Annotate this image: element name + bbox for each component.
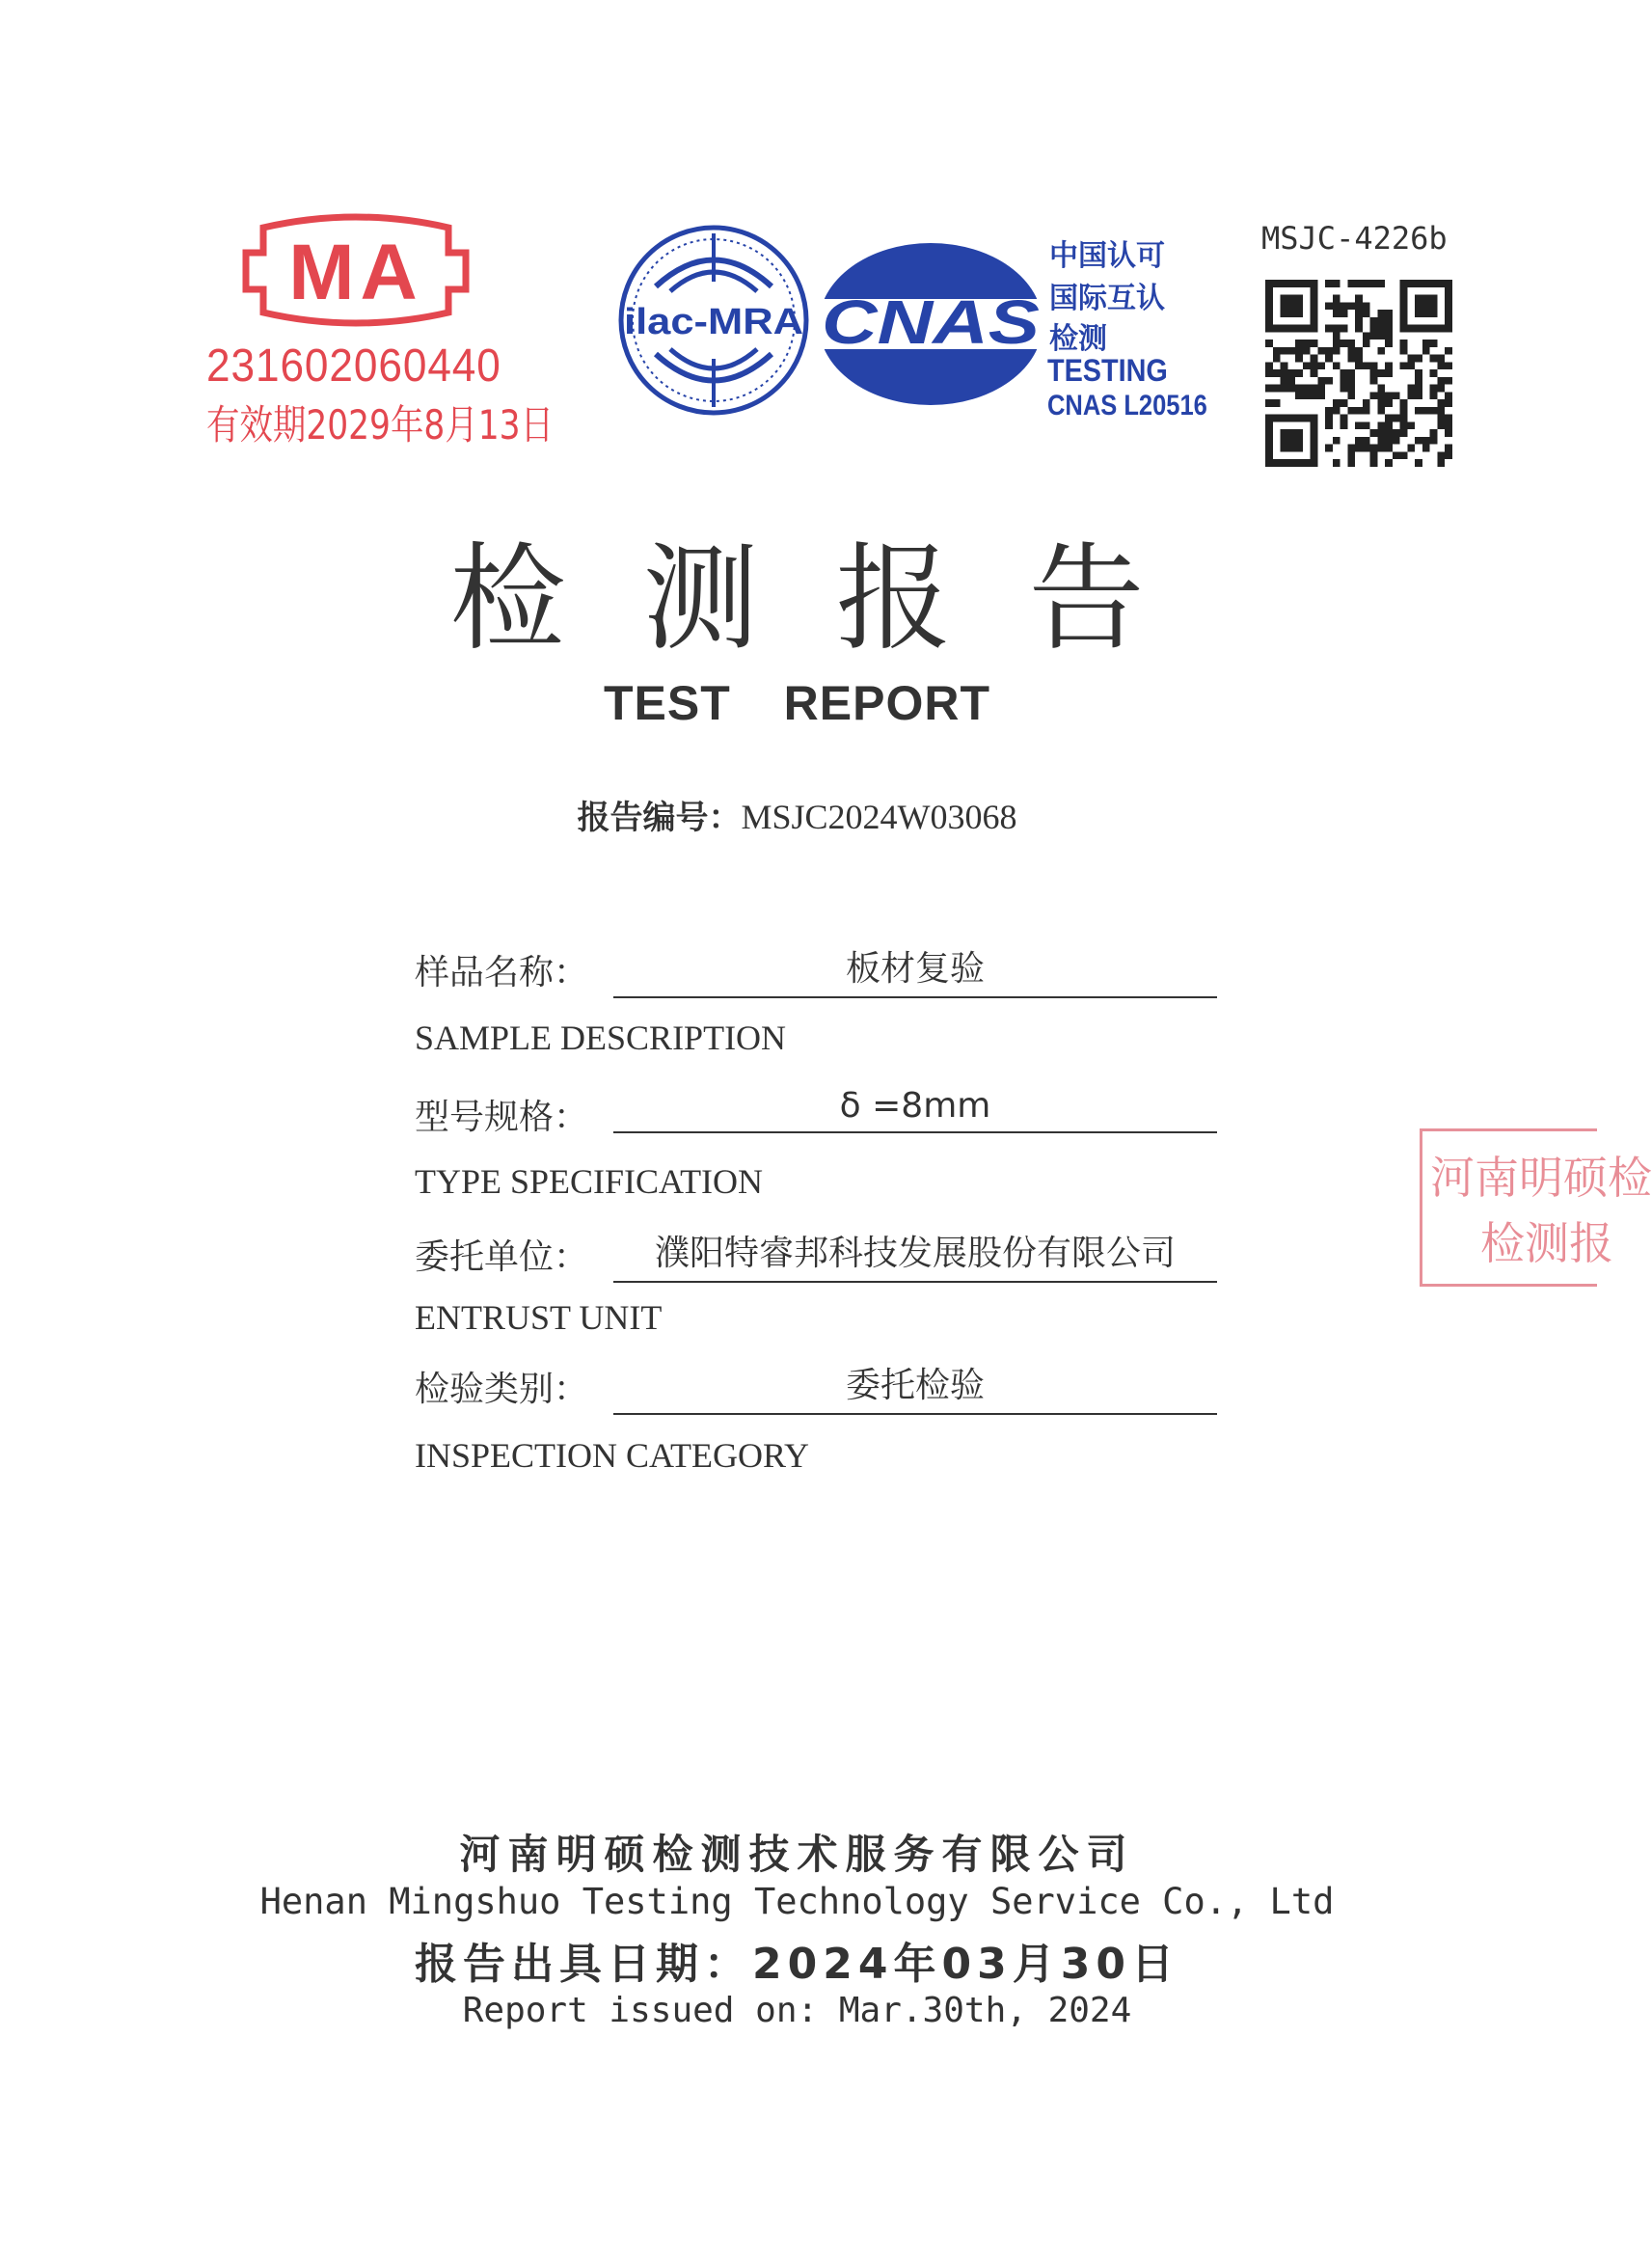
type-spec-label: 型号规格： [415, 1098, 589, 1137]
entrust-unit-en: ENTRUST UNIT [415, 1298, 663, 1337]
inspection-category-en: INSPECTION CATEGORY [415, 1436, 810, 1475]
company-name-en: Henan Mingshuo Testing Technology Service Co., Ltd [259, 1881, 1335, 1922]
report-title-cn: 检测报告 [449, 532, 1222, 666]
cma-logo [234, 214, 477, 326]
cnas-line-3: 检测 [1049, 323, 1107, 355]
cnas-logo-text: CNAS [822, 287, 1041, 357]
side-stamp-line-1: 河南明硕检 [1430, 1152, 1652, 1204]
report-number-value: MSJC2024W03068 [741, 798, 1017, 836]
entrust-unit-label: 委托单位： [415, 1237, 589, 1277]
type-specification-en: TYPE SPECIFICATION [415, 1162, 764, 1201]
report-title-en: TEST REPORT [603, 676, 991, 730]
cma-logo-text: MA [288, 229, 423, 316]
inspection-category-label: 检验类别： [415, 1370, 589, 1409]
issue-date-cn: 报告出具日期：2024年03月30日 [415, 1940, 1179, 1989]
type-spec-value: δ =8mm [613, 1086, 1217, 1133]
qr-code [1265, 280, 1452, 467]
cnas-logo [815, 239, 1046, 408]
entrust-unit-value: 濮阳特睿邦科技发展股份有限公司 [613, 1226, 1217, 1283]
side-seal-stamp [1420, 1128, 1652, 1287]
cnas-line-1: 中国认可 [1049, 240, 1165, 272]
cnas-line-2: 国际互认 [1049, 283, 1165, 314]
issue-date-en: Report issued on: Mar.30th, 2024 [462, 1991, 1132, 2030]
report-number-label: 报告编号： [577, 799, 742, 837]
report-number [0, 791, 1594, 838]
sample-description-en: SAMPLE DESCRIPTION [415, 1019, 787, 1057]
side-stamp-line-2: 检测报 [1480, 1217, 1613, 1269]
cma-number: 231602060440 [206, 340, 501, 392]
cma-valid-until: 有效期2029年8月13日 [206, 401, 555, 448]
cnas-testing: TESTING [1047, 353, 1168, 388]
sample-name-label: 样品名称： [415, 953, 589, 992]
ilac-text: ilac-MRA [624, 302, 803, 342]
ilac-mra-logo [617, 214, 810, 426]
cnas-code: CNAS L20516 [1047, 390, 1207, 421]
company-name-cn: 河南明硕检测技术服务有限公司 [459, 1831, 1135, 1878]
sample-name-value: 板材复验 [613, 941, 1217, 998]
inspection-category-value: 委托检验 [613, 1358, 1217, 1415]
qr-code-label: MSJC-4226b [1261, 220, 1448, 257]
